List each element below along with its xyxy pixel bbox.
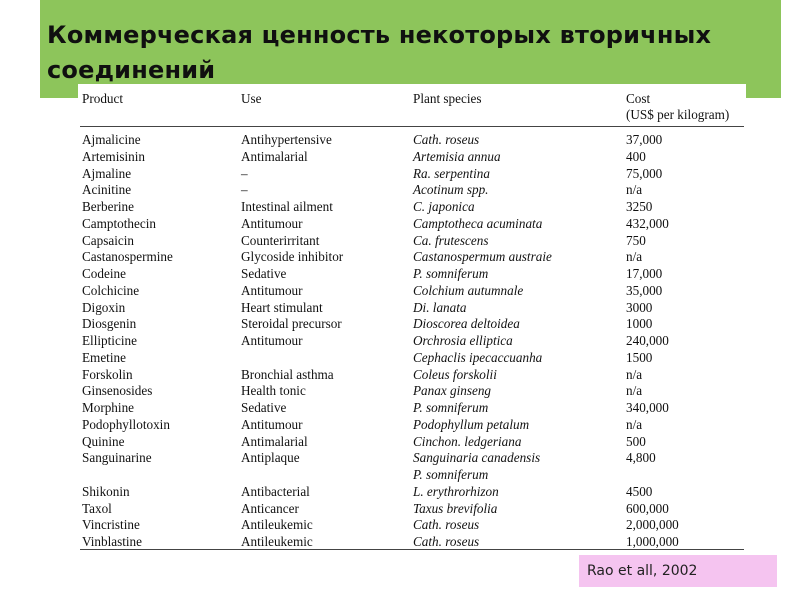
cell-use: Glycoside inhibitor bbox=[241, 249, 344, 265]
cell-cost: 35,000 bbox=[626, 282, 663, 298]
cell-plant-species bbox=[413, 132, 479, 149]
cell-use: – bbox=[241, 182, 248, 198]
cell-product: Ellipticine bbox=[82, 333, 137, 348]
cell-product: Vincristine bbox=[82, 517, 140, 533]
cell-use: Antitumour bbox=[241, 416, 303, 432]
cell-cost: 340,000 bbox=[626, 400, 669, 415]
cell-use: Antitumour bbox=[241, 282, 303, 298]
table-row bbox=[78, 400, 746, 417]
cell-plant-species bbox=[413, 367, 497, 384]
cell-plant-species bbox=[413, 517, 479, 534]
cell-use: Anticancer bbox=[241, 500, 299, 516]
cell-product: Morphine bbox=[82, 400, 135, 415]
cell-use: Antitumour bbox=[241, 333, 303, 348]
table-row bbox=[78, 166, 746, 183]
table-row bbox=[78, 417, 746, 434]
plant-species-line: Cath. roseus bbox=[413, 517, 480, 533]
cell-plant-species bbox=[413, 249, 552, 266]
cell-plant-species bbox=[413, 450, 540, 484]
source-citation: Rao et all, 2002 bbox=[579, 555, 777, 587]
cell-plant-species bbox=[413, 400, 488, 417]
cell-cost: 4,800 bbox=[626, 450, 656, 466]
table-row bbox=[78, 534, 746, 550]
table-row bbox=[78, 216, 746, 233]
header-cost-line2: (US$ per kilogram) bbox=[626, 106, 730, 122]
cell-plant-species bbox=[413, 333, 513, 350]
cell-product: Camptothecin bbox=[82, 215, 156, 231]
cell-plant-species bbox=[413, 484, 499, 501]
cell-product: Ajmaline bbox=[82, 165, 132, 181]
cell-product: Forskolin bbox=[82, 366, 133, 382]
cell-product: Berberine bbox=[82, 199, 134, 214]
cell-use: Antibacterial bbox=[241, 483, 310, 499]
cell-product: Vinblastine bbox=[82, 534, 143, 549]
plant-species-line: Coleus forskolii bbox=[413, 366, 497, 382]
plant-species-line: Sanguinaria canadensis bbox=[413, 450, 541, 466]
cell-plant-species bbox=[413, 501, 497, 518]
cell-cost: 432,000 bbox=[626, 215, 669, 231]
cell-use: Antimalarial bbox=[241, 148, 308, 164]
plant-species-line: Ca. frutescens bbox=[413, 232, 489, 248]
cell-use: Antileukemic bbox=[241, 534, 313, 549]
cell-plant-species bbox=[413, 266, 488, 283]
cell-plant-species bbox=[413, 417, 529, 434]
table-row bbox=[78, 484, 746, 501]
cell-cost: n/a bbox=[626, 383, 643, 399]
cell-cost: 1500 bbox=[626, 349, 653, 365]
table-row bbox=[78, 367, 746, 384]
plant-species-line: Podophyllum petalum bbox=[413, 416, 530, 432]
cell-cost: 37,000 bbox=[626, 132, 663, 147]
table-row bbox=[78, 501, 746, 518]
cell-use: Sedative bbox=[241, 266, 287, 281]
cell-use: Intestinal ailment bbox=[241, 199, 333, 214]
cell-use: Bronchial asthma bbox=[241, 366, 334, 382]
cell-product: Digoxin bbox=[82, 299, 126, 315]
table-row bbox=[78, 266, 746, 283]
cell-plant-species bbox=[413, 316, 520, 333]
cell-plant-species bbox=[413, 182, 488, 199]
plant-species-line: Dioscorea deltoidea bbox=[413, 316, 520, 332]
cell-cost: 75,000 bbox=[626, 165, 663, 181]
plant-species-line: Di. lanata bbox=[413, 299, 467, 315]
plant-species-line: Cinchon. ledgeriana bbox=[413, 433, 522, 449]
cell-cost: 3250 bbox=[626, 199, 653, 214]
plant-species-line: Castanospermum austraie bbox=[413, 249, 552, 265]
data-table bbox=[78, 84, 746, 550]
cell-cost: 2,000,000 bbox=[626, 517, 679, 533]
plant-species-line: Cath. roseus bbox=[413, 132, 480, 147]
cell-use: Antimalarial bbox=[241, 433, 308, 449]
table-row bbox=[78, 350, 746, 367]
cell-plant-species bbox=[413, 434, 521, 451]
cell-plant-species bbox=[413, 350, 542, 367]
cell-cost: 400 bbox=[626, 148, 646, 164]
plant-species-line: P. somniferum bbox=[413, 467, 489, 482]
plant-species-line: Cath. roseus bbox=[413, 534, 480, 549]
table-row bbox=[78, 199, 746, 216]
header-cost-line1: Cost bbox=[626, 91, 651, 106]
cell-product: Acinitine bbox=[82, 182, 132, 198]
plant-species-line: Cephaclis ipecaccuanha bbox=[413, 349, 543, 365]
cell-cost: 600,000 bbox=[626, 500, 669, 516]
table-row bbox=[78, 383, 746, 400]
cell-product: Shikonin bbox=[82, 483, 130, 499]
cell-cost: 17,000 bbox=[626, 266, 663, 281]
cell-plant-species bbox=[413, 166, 490, 183]
cell-cost: 1000 bbox=[626, 316, 653, 332]
cell-product: Colchicine bbox=[82, 282, 140, 298]
cell-use: Heart stimulant bbox=[241, 299, 323, 315]
table-row bbox=[78, 316, 746, 333]
cell-use: Antiplaque bbox=[241, 450, 300, 466]
header-divider bbox=[80, 126, 744, 127]
plant-species-line: Colchium autumnale bbox=[413, 282, 524, 298]
header-plant-species: Plant species bbox=[413, 91, 482, 106]
cell-plant-species bbox=[413, 216, 542, 233]
cell-use: Antihypertensive bbox=[241, 132, 332, 147]
table-row bbox=[78, 283, 746, 300]
cell-product: Quinine bbox=[82, 433, 125, 449]
cell-product: Podophyllotoxin bbox=[82, 416, 170, 432]
cell-plant-species bbox=[413, 149, 501, 166]
plant-species-line: P. somniferum bbox=[413, 266, 489, 281]
table-row bbox=[78, 450, 746, 484]
cell-cost: n/a bbox=[626, 249, 643, 265]
cell-plant-species bbox=[413, 199, 475, 216]
cell-cost: 500 bbox=[626, 433, 646, 449]
table-row bbox=[78, 300, 746, 317]
table-row bbox=[78, 149, 746, 166]
cell-cost: n/a bbox=[626, 416, 643, 432]
cell-product: Codeine bbox=[82, 266, 126, 281]
plant-species-line: L. erythrorhizon bbox=[413, 483, 499, 499]
cell-cost: 240,000 bbox=[626, 333, 669, 348]
cell-cost: n/a bbox=[626, 366, 643, 382]
slide-title: Коммерческая ценность некоторых вторичных соединений bbox=[47, 21, 712, 84]
header-cost bbox=[626, 91, 729, 122]
cell-product: Artemisinin bbox=[82, 148, 146, 164]
table-row bbox=[78, 249, 746, 266]
cell-plant-species bbox=[413, 283, 523, 300]
table-row bbox=[78, 517, 746, 534]
table-row bbox=[78, 233, 746, 250]
cell-product: Capsaicin bbox=[82, 232, 135, 248]
cell-plant-species bbox=[413, 534, 479, 550]
cell-use: Antileukemic bbox=[241, 517, 313, 533]
cell-use: Counterirritant bbox=[241, 232, 320, 248]
plant-species-line: Camptotheca acuminata bbox=[413, 215, 543, 231]
plant-species-line: C. japonica bbox=[413, 199, 475, 214]
cell-product: Ginsenosides bbox=[82, 383, 153, 399]
table-row bbox=[78, 182, 746, 199]
cell-cost: 3000 bbox=[626, 299, 653, 315]
cell-use: – bbox=[241, 165, 248, 181]
cell-product: Emetine bbox=[82, 349, 126, 365]
cell-cost: 4500 bbox=[626, 483, 653, 499]
cell-use: Sedative bbox=[241, 400, 287, 415]
cell-plant-species bbox=[413, 383, 491, 400]
cell-use: Antitumour bbox=[241, 215, 303, 231]
cell-product: Castanospermine bbox=[82, 249, 173, 265]
cell-cost: n/a bbox=[626, 182, 643, 198]
plant-species-line: Acotinum spp. bbox=[413, 182, 489, 198]
table-row bbox=[78, 434, 746, 451]
plant-species-line: Panax ginseng bbox=[413, 383, 492, 399]
cell-use: Steroidal precursor bbox=[241, 316, 342, 332]
table-row bbox=[78, 333, 746, 350]
cell-plant-species bbox=[413, 233, 488, 250]
header-use: Use bbox=[241, 91, 262, 106]
table-bottom-divider bbox=[80, 549, 744, 550]
plant-species-line: Ra. serpentina bbox=[413, 165, 490, 181]
cell-product: Sanguinarine bbox=[82, 450, 152, 466]
cell-product: Diosgenin bbox=[82, 316, 137, 332]
cell-cost: 750 bbox=[626, 232, 646, 248]
table-row bbox=[78, 132, 746, 149]
cell-use: Health tonic bbox=[241, 383, 306, 399]
table-body bbox=[78, 132, 746, 550]
header-product: Product bbox=[82, 91, 124, 106]
plant-species-line: Orchrosia elliptica bbox=[413, 333, 513, 348]
cell-product: Taxol bbox=[82, 500, 112, 516]
plant-species-line: Taxus brevifolia bbox=[413, 500, 498, 516]
cell-product: Ajmalicine bbox=[82, 132, 141, 147]
plant-species-line: P. somniferum bbox=[413, 400, 489, 415]
cell-cost: 1,000,000 bbox=[626, 534, 679, 549]
cell-plant-species bbox=[413, 300, 466, 317]
plant-species-line: Artemisia annua bbox=[413, 148, 501, 164]
